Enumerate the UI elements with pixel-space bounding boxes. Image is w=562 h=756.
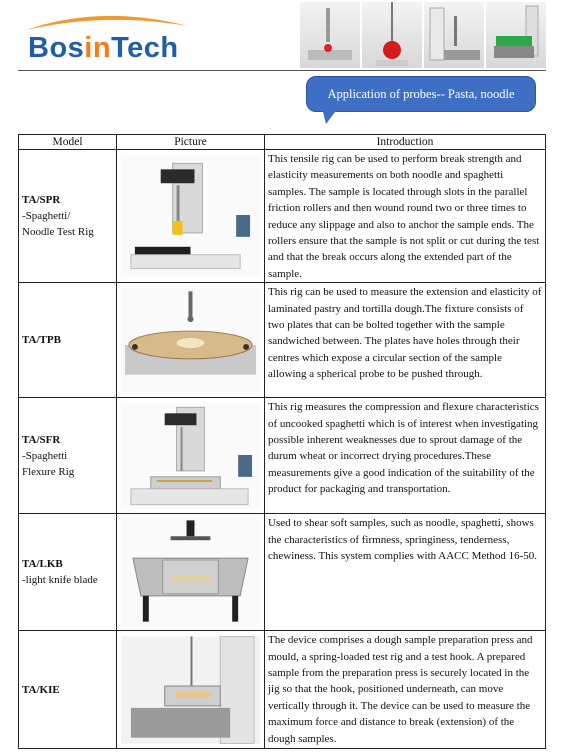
picture-cell	[117, 398, 265, 514]
table-row	[19, 631, 546, 749]
header-model: Model	[19, 135, 117, 150]
probe-table	[18, 134, 546, 749]
model-desc: -light knife blade	[22, 574, 98, 587]
model-code: TA/TPB	[22, 334, 61, 347]
bosintech-logo	[22, 10, 192, 70]
model-code: TA/SPR	[22, 194, 61, 207]
header-photo-strip	[300, 2, 546, 68]
header-photo-3	[424, 2, 484, 68]
light-knife-blade-image	[121, 518, 260, 626]
intro-cell: This rig measures the compression and flexure characteristics of uncooked spaghetti which is of interest when investigating possible inherent weaknesses due to sprout damage of the durum wheat or incorrect drying procedures.These measurements give a good indication of the suitability of the product for packaging and transportation.	[265, 398, 546, 514]
model-code: TA/KIE	[22, 683, 60, 696]
callout-tail-icon	[320, 108, 340, 126]
header-photo-4	[486, 2, 546, 68]
table-row	[19, 398, 546, 514]
logo-swoosh-icon	[22, 10, 192, 32]
model-cell	[19, 398, 117, 514]
spaghetti-tensile-rig-image	[121, 155, 260, 277]
intro-cell: Used to shear soft samples, such as noodle, spaghetti, shows the characteristics of firmness, springiness, tenderness, chewiness. This system complies with AACC Method 16-50.	[265, 514, 546, 631]
model-cell	[19, 631, 117, 749]
model-desc: -Spaghetti	[22, 449, 68, 462]
table-row	[19, 150, 546, 283]
dough-extensibility-rig-image	[121, 636, 260, 744]
model-desc: Flexure Rig	[22, 465, 75, 478]
table-header-row	[19, 135, 546, 150]
header-photo-1	[300, 2, 360, 68]
picture-cell	[117, 283, 265, 398]
intro-cell: This rig can be used to measure the extension and elasticity of laminated pastry and tortilla dough.The fixture consists of two plates that can be bolted together with the sample sandwiched between. The plates have holes through their centres which expose a circular section of the sample allowing a spherical probe to be pushed through.	[265, 283, 546, 398]
header-photo-2	[362, 2, 422, 68]
logo-text-tech: Tech	[111, 32, 179, 64]
logo-wordmark	[28, 32, 179, 65]
application-callout: Application of probes-- Pasta, noodle	[306, 76, 536, 112]
model-desc: -Spaghetti/	[22, 210, 71, 223]
logo-text-bos: Bos	[28, 32, 85, 64]
model-cell	[19, 150, 117, 283]
model-cell	[19, 514, 117, 631]
picture-cell	[117, 150, 265, 283]
model-code: TA/LKB	[22, 558, 63, 571]
model-code: TA/SFR	[22, 433, 61, 446]
spaghetti-flexure-rig-image	[121, 403, 260, 509]
intro-cell: This tensile rig can be used to perform break strength and elasticity measurements on both noodle and spaghetti samples. The sample is located through slots in the parallel friction rollers and then wound round two or three times to reduce any slippage and also to anchor the sample ends. The rollers ensure that the sample is not split or cut during the test and that the break occurs along the extended part of the sample.	[265, 150, 546, 283]
model-desc: Noodle Test Rig	[22, 226, 94, 239]
intro-cell: The device comprises a dough sample preparation press and mould, a spring-loaded test rig and a test hook. A prepared sample from the preparation press is securely located in the jig so that the hook, positioned underneath, can move vertically through it. The device can be used to measure the maximum force and distance to break (extension) of the dough samples.	[265, 631, 546, 749]
header-introduction: Introduction	[265, 135, 546, 150]
table-row	[19, 514, 546, 631]
picture-cell	[117, 631, 265, 749]
model-cell	[19, 283, 117, 398]
header-picture: Picture	[117, 135, 265, 150]
picture-cell	[117, 514, 265, 631]
pastry-burst-rig-image	[121, 287, 260, 393]
table-row	[19, 283, 546, 398]
logo-text-in: in	[84, 32, 112, 64]
header-divider	[18, 70, 546, 71]
